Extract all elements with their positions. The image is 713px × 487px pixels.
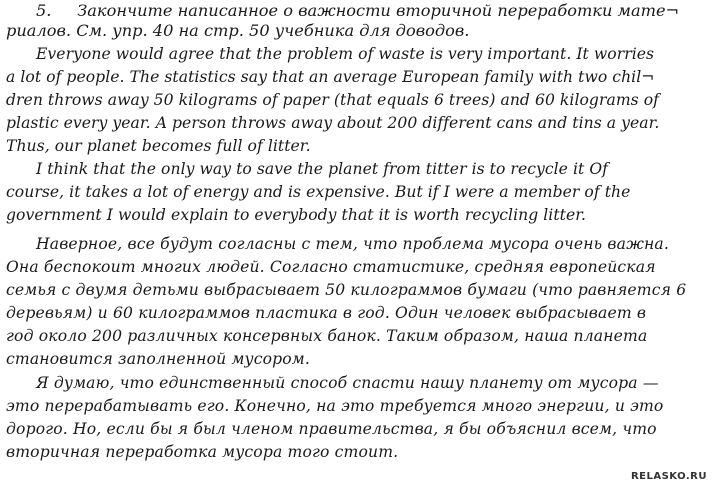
task-line-1 (36, 0, 679, 22)
english-line-1: Everyone would agree that the problem of waste is very important. It worries (36, 45, 655, 63)
english-line-2: a lot of people. The statistics say that an average European family with two chil¬ (6, 68, 655, 86)
english-line-3: dren throws away 50 kilograms of paper (that equals 6 trees) and 60 kilograms of (6, 91, 659, 109)
russian-line-4: деревьям) и 60 килограммов пластика в год. Один человек выбрасывает в (6, 304, 647, 322)
task-number: 5. (36, 1, 52, 20)
russian-line-5: год около 200 различных консервных банок. Таким образом, наша планета (6, 327, 648, 345)
task-line-2: риалов. См. упр. 40 на стр. 50 учебника для доводов. (6, 21, 470, 40)
task-instruction: Закончите написанное о важности вторичной переработки мате¬ (77, 1, 680, 20)
site-watermark: RELASKO.RU (630, 471, 707, 482)
russian-line-8: это перерабатывать его. Конечно, на это требуется много энергии, и это (6, 397, 664, 415)
russian-line-10: вторичная переработка мусора того стоит. (6, 443, 399, 461)
russian-line-6: становится заполненной мусором. (6, 350, 310, 368)
russian-line-1: Наверное, все будут согласны с тем, что проблема мусора очень важна. (36, 235, 669, 253)
english-line-6: I think that the only way to save the planet from titter is to recycle it Of (36, 160, 608, 178)
english-line-8: government I would explain to everybody that it is worth recycling litter. (6, 206, 587, 224)
english-line-5: Thus, our planet becomes full of litter. (6, 137, 311, 155)
russian-line-9: дорого. Но, если бы я был членом правительства, я бы объяснил всем, что (6, 420, 657, 438)
russian-line-7: Я думаю, что единственный способ спасти нашу планету от мусора — (36, 374, 659, 392)
english-line-4: plastic every year. A person throws away about 200 different cans and tins a year. (6, 114, 660, 132)
russian-line-2: Она беспокоит многих людей. Согласно статистике, средняя европейская (6, 258, 656, 276)
russian-line-3: семья с двумя детьми выбрасывает 50 килограммов бумаги (что равняется 6 (6, 281, 687, 299)
english-line-7: course, it takes a lot of energy and is expensive. But if I were a member of the (6, 183, 631, 201)
